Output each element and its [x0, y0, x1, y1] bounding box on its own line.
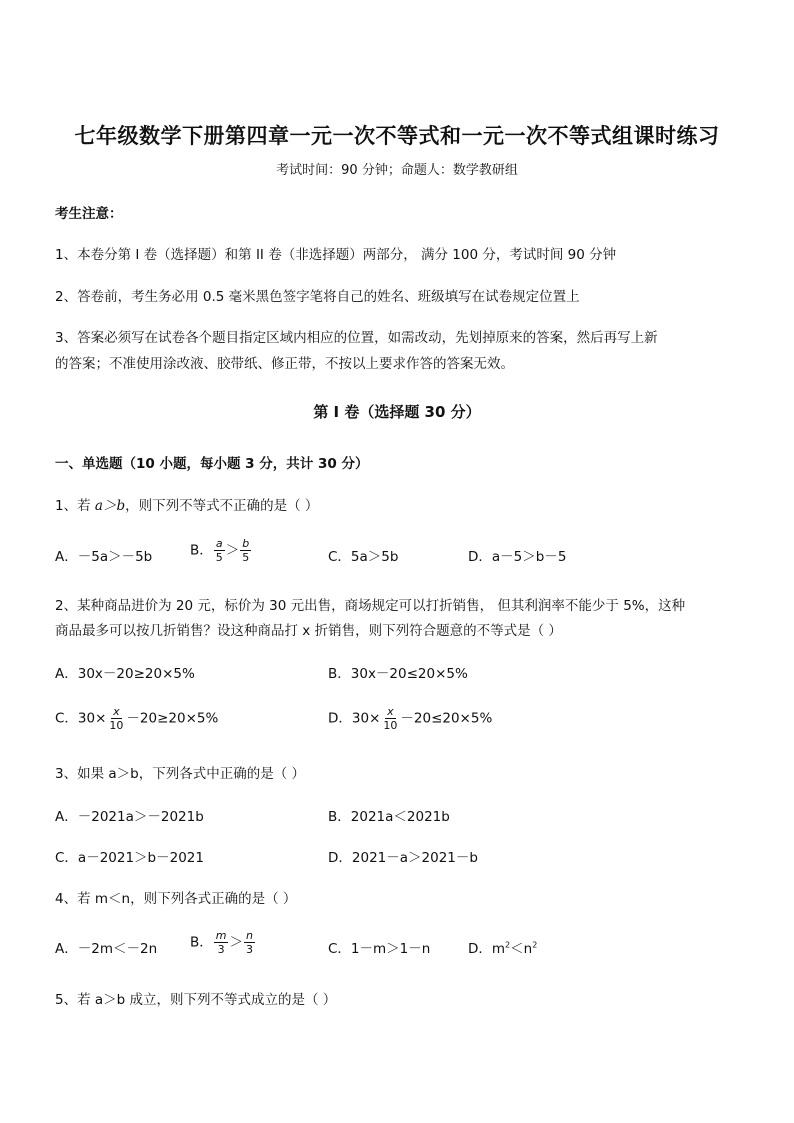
question-4-stem: 4、若 m＜n，则下列各式正确的是（ ）: [55, 891, 297, 907]
q4-option-b: [190, 929, 256, 956]
q4-b-num1: m: [215, 929, 227, 942]
q2-option-a: A．30x－20≥20×5%: [55, 666, 195, 682]
q3-option-a: A．－2021a＞－2021b: [55, 809, 204, 825]
q4-b-den1: 3: [217, 943, 225, 956]
part-heading: 一、单选题（10 小题，每小题 3 分，共计 30 分）: [55, 456, 369, 472]
q4-d-sup-2: 2: [532, 940, 538, 950]
q4-d-pre: D．m: [468, 941, 506, 957]
q2-d-post: －20≤20×5%: [400, 710, 493, 727]
notice-item-3: 3、答案必须写在试卷各个题目指定区域内相应的位置，如需改动，先划掉原来的答案，然后再写上新: [55, 330, 658, 346]
q2-c-den: 10: [109, 719, 124, 732]
q2-d-pre: D．30×: [328, 710, 381, 727]
q1-stem-suffix: ，则下列不等式不正确的是（ ）: [125, 498, 319, 514]
q1-stem-math: a＞b: [94, 498, 126, 514]
q3-option-d: D．2021－a＞2021－b: [328, 850, 478, 866]
q2-c-num: x: [113, 705, 120, 718]
q4-d-mid: ＜n: [510, 941, 533, 957]
q1-b-fraction-left: [214, 537, 225, 564]
q4-option-a: A．－2m＜－2n: [55, 941, 158, 957]
page-title: 七年级数学下册第四章一元一次不等式和一元一次不等式组课时练习: [74, 123, 720, 148]
q1-stem-prefix: 1、若: [55, 498, 95, 514]
question-5-stem: 5、若 a＞b 成立，则下列不等式成立的是（ ）: [55, 992, 337, 1008]
q2-d-fraction: [381, 705, 399, 732]
q1-option-c: C．5a＞5b: [328, 549, 399, 565]
question-1-stem: [55, 494, 318, 514]
q2-option-c: [55, 705, 218, 732]
q1-b-num1: a: [215, 537, 223, 550]
q2-d-den: 10: [383, 719, 398, 732]
section-title: 第 I 卷（选择题 30 分）: [313, 403, 481, 421]
notice-item-2: 2、答卷前，考生务必用 0.5 毫米黑色签字笔将自己的姓名、班级填写在试卷规定位置上: [55, 289, 580, 305]
q1-b-op: ＞: [225, 542, 240, 559]
q1-option-a: A．－5a＞－5b: [55, 549, 153, 565]
exam-subtitle: 考试时间：90 分钟；命题人：数学教研组: [276, 163, 518, 178]
question-2-line-1: 2、某种商品进价为 20 元，标价为 30 元出售，商场规定可以打折销售， 但其利润率不能少于 5%，这种: [55, 598, 686, 614]
q4-option-d: [468, 937, 537, 957]
notice-heading: 考生注意：: [55, 206, 123, 222]
q4-b-label: B．: [190, 934, 213, 951]
q2-option-b: B．30x－20≤20×5%: [328, 666, 468, 682]
q1-b-den1: 5: [215, 551, 223, 564]
question-3-stem: 3、如果 a＞b，下列各式中正确的是（ ）: [55, 766, 306, 782]
q3-option-c: C．a－2021＞b－2021: [55, 850, 204, 866]
q4-d-sup-1: 2: [505, 940, 511, 950]
q1-b-den2: 5: [242, 551, 250, 564]
q1-b-fraction-right: [240, 537, 251, 564]
q4-b-den2: 3: [245, 943, 253, 956]
q1-b-num2: b: [242, 537, 250, 550]
q2-d-num: x: [387, 705, 394, 718]
q2-c-pre: C．30×: [55, 710, 107, 727]
q4-b-fraction-right: [244, 929, 255, 956]
q2-option-d: [328, 705, 492, 732]
notice-item-1: 1、本卷分第 I 卷（选择题）和第 II 卷（非选择题）两部分， 满分 100 分，考试时间 90 分钟: [55, 247, 617, 263]
question-2-line-2: 商品最多可以按几折销售？设这种商品打 x 折销售，则下列符合题意的不等式是（ ）: [55, 623, 562, 639]
q2-c-post: －20≥20×5%: [126, 710, 219, 727]
q3-option-b: B．2021a＜2021b: [328, 809, 450, 825]
q1-option-b: [190, 537, 252, 564]
q4-option-c: C．1－m＞1－n: [328, 941, 431, 957]
q4-b-num2: n: [245, 929, 253, 942]
q1-option-d: D．a－5＞b－5: [468, 549, 567, 565]
q4-b-fraction-left: [214, 929, 229, 956]
q2-c-fraction: [107, 705, 125, 732]
notice-item-3-cont: 的答案；不准使用涂改液、胶带纸、修正带，不按以上要求作答的答案无效。: [55, 356, 514, 372]
q1-b-label: B．: [190, 542, 213, 559]
q4-b-op: ＞: [229, 934, 243, 951]
